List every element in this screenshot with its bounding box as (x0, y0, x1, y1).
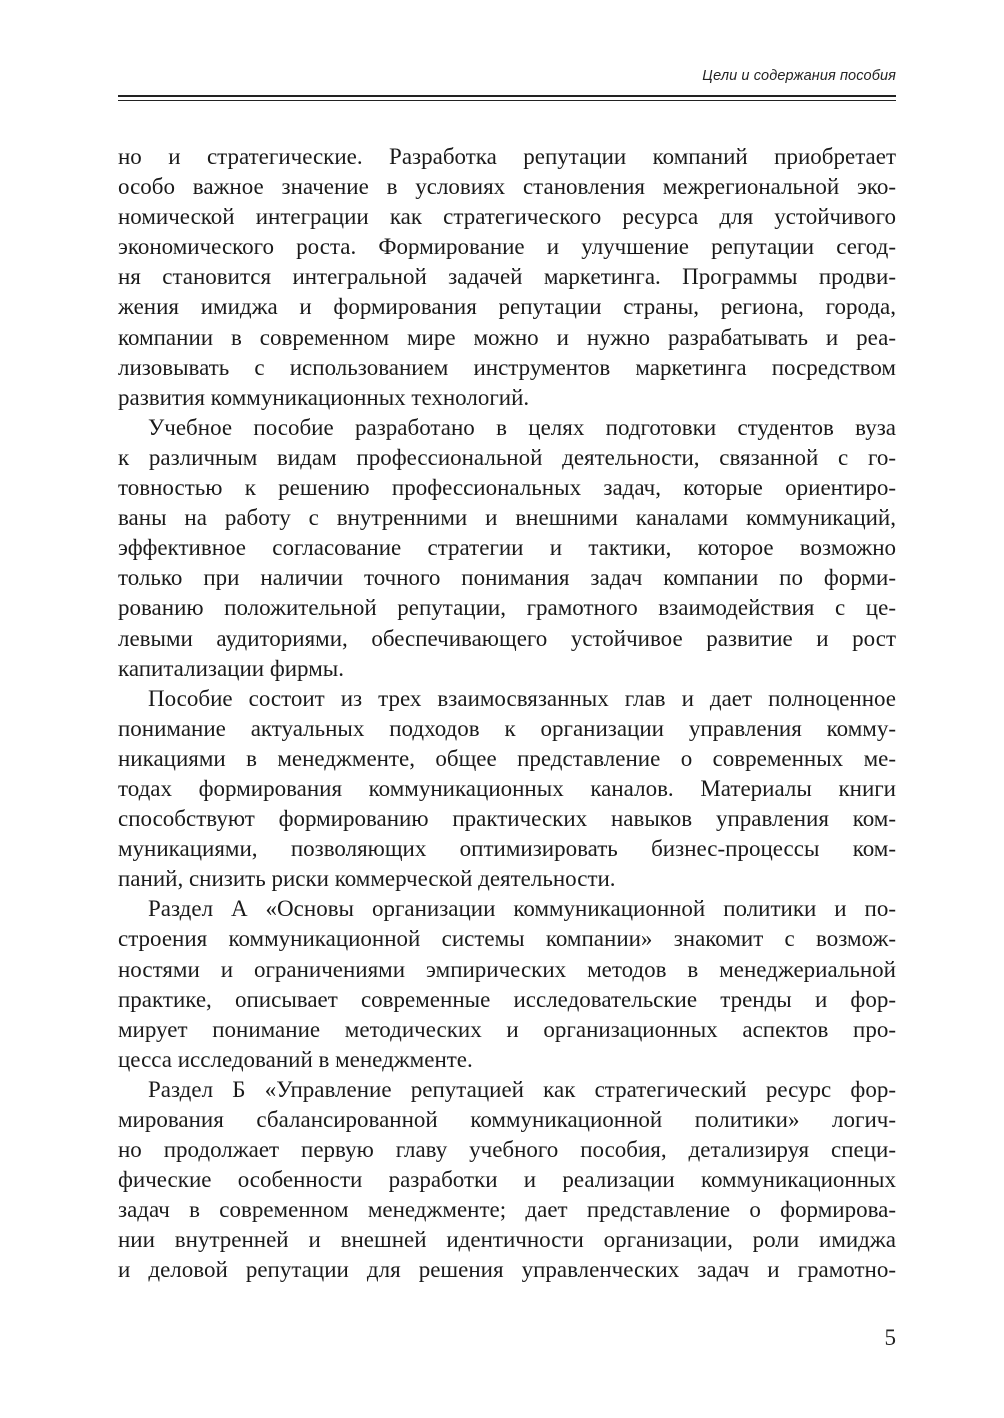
text-line: задач в современном менеджменте; дает представление о формирова- (118, 1197, 896, 1223)
paragraph (118, 1075, 896, 1286)
header-rule-thin (118, 100, 896, 101)
text-line: капитализации фирмы. (118, 655, 344, 681)
text-line: паний, снизить риски коммерческой деятельности. (118, 866, 616, 892)
text-line: практике, описывает современные исследовательские тренды и фор- (118, 986, 896, 1012)
text-line: лизовывать с использованием инструментов маркетинга посредством (118, 354, 896, 380)
page-number: 5 (884, 1325, 896, 1350)
text-line: ня становится интегральной задачей маркетинга. Программы продви- (118, 264, 896, 290)
text-line: ностями и ограничениями эмпирических методов в менеджериальной (118, 956, 896, 982)
text-line: нии внутренней и внешней идентичности организации, роли имиджа (118, 1227, 896, 1253)
text-line: строения коммуникационной системы компании» знакомит с возмож- (118, 926, 896, 952)
text-line: ваны на работу с внутренними и внешними каналами коммуникаций, (118, 505, 896, 531)
text-line: Раздел А «Основы организации коммуникационной политики и по- (148, 896, 896, 922)
body-text (118, 142, 896, 1286)
text-line: но и стратегические. Разработка репутации компаний приобретает (118, 144, 896, 169)
paragraph (118, 413, 896, 684)
text-line: никациями в менеджменте, общее представление о современных ме- (118, 745, 896, 771)
text-line: Раздел Б «Управление репутацией как стратегический ресурс фор- (148, 1076, 896, 1102)
running-head: Цели и содержания пособия (702, 68, 896, 84)
text-line: левыми аудиториями, обеспечивающего устойчивое развитие и рост (118, 625, 896, 651)
text-line: мирования сбалансированной коммуникационной политики» логич- (118, 1107, 896, 1132)
text-line: мирует понимание методических и организационных аспектов про- (118, 1016, 896, 1042)
text-line: фические особенности разработки и реализации коммуникационных (118, 1167, 896, 1193)
text-line: цесса исследований в менеджменте. (118, 1046, 473, 1072)
paragraph (118, 894, 896, 1075)
paragraph (118, 142, 896, 413)
header-rule-thick (118, 95, 896, 97)
text-line: эффективное согласование стратегии и тактики, которое возможно (118, 535, 896, 561)
text-line: товностью к решению профессиональных задач, которые ориентиро- (118, 475, 896, 501)
text-line: номической интеграции как стратегического ресурса для устойчивого (118, 204, 896, 230)
text-line: к различным видам профессиональной деятельности, связанной с го- (118, 444, 896, 470)
text-line: Учебное пособие разработано в целях подготовки студентов вуза (148, 414, 896, 440)
text-line: понимание актуальных подходов к организации управления комму- (118, 715, 896, 741)
text-line: но продолжает первую главу учебного пособия, детализируя специ- (118, 1137, 896, 1163)
text-line: особо важное значение в условиях становления межрегиональной эко- (118, 174, 896, 200)
text-line: и деловой репутации для решения управленческих задач и грамотно- (118, 1257, 896, 1283)
text-line: развития коммуникационных технологий. (118, 384, 530, 410)
text-line: муникациями, позволяющих оптимизировать бизнес-процессы ком- (118, 836, 896, 862)
text-line: рованию положительной репутации, грамотного взаимодействия с це- (118, 595, 896, 621)
paragraph (118, 684, 896, 895)
text-line: способствуют формированию практических навыков управления ком- (118, 806, 896, 832)
text-line: Пособие состоит из трех взаимосвязанных глав и дает полноценное (148, 685, 896, 711)
text-line: жения имиджа и формирования репутации страны, региона, города, (118, 294, 896, 320)
text-line: только при наличии точного понимания задач компании по форми- (118, 565, 896, 591)
text-line: тодах формирования коммуникационных каналов. Материалы книги (118, 775, 896, 801)
text-line: компании в современном мире можно и нужно разрабатывать и реа- (118, 324, 896, 350)
text-line: экономического роста. Формирование и улучшение репутации сегод- (118, 234, 896, 260)
